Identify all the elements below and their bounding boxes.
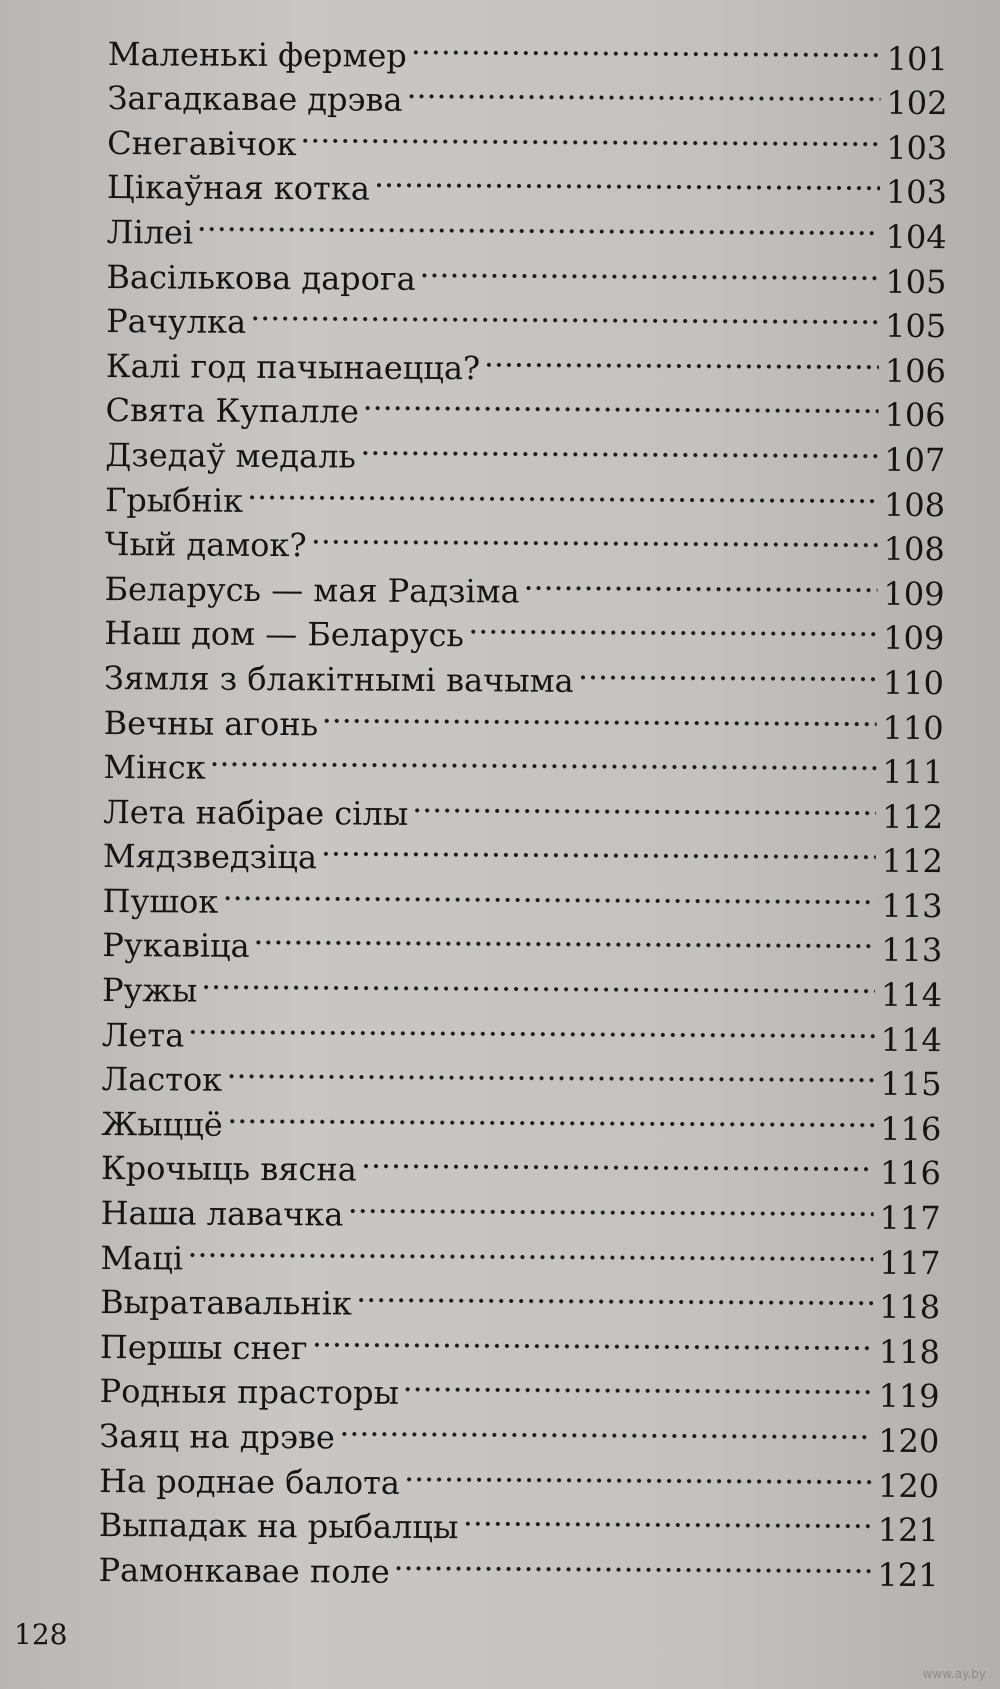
toc-entry-page: 114: [880, 975, 943, 1015]
toc-entry-title: Рамонкавае поле: [98, 1550, 390, 1591]
toc-entry-title: Загадкавае дрэва: [107, 79, 403, 119]
toc-entry-page: 112: [881, 842, 943, 881]
toc-entry-page: 117: [879, 1198, 941, 1238]
toc-entry-title: Наш дом — Беларусь: [104, 614, 464, 655]
dot-leader: [524, 558, 878, 605]
dot-leader: [187, 1225, 874, 1274]
watermark: www.ay.by: [922, 1667, 986, 1681]
toc-entry-title: Вечны агонь: [103, 703, 319, 743]
toc-entry: [103, 778, 944, 836]
dot-leader: [412, 780, 876, 827]
toc-entry-title: Калі год пачынаецца?: [105, 346, 481, 388]
dot-leader: [254, 913, 876, 961]
toc-entry-page: 118: [878, 1332, 940, 1371]
dot-leader: [322, 690, 877, 738]
toc-entry-title: Родныя прасторы: [99, 1372, 400, 1413]
toc-entry-title: Маленькі фермер: [107, 34, 407, 75]
toc-entry-title: Пушок: [102, 881, 219, 921]
toc-entry: [101, 956, 943, 1015]
toc-entry: [100, 1224, 941, 1282]
toc-entry-title: Рукавіца: [102, 926, 250, 966]
toc-entry-title: Беларусь — мая Радзіма: [104, 569, 520, 611]
toc-entry-page: 105: [885, 262, 947, 301]
table-of-contents: [98, 20, 948, 1594]
dot-leader: [356, 1270, 873, 1318]
toc-entry-page: 113: [881, 886, 943, 925]
toc-entry-title: Рачулка: [106, 302, 247, 342]
toc-entry-title: Васількова дарога: [106, 257, 416, 298]
dot-leader: [247, 467, 878, 515]
toc-entry-page: 115: [880, 1064, 942, 1104]
dot-leader: [197, 199, 880, 248]
toc-entry-title: На роднае балота: [98, 1461, 401, 1502]
toc-entry-title: Выратавальнік: [100, 1283, 353, 1323]
toc-entry-page: 110: [882, 708, 944, 747]
toc-entry-title: Заяц на дрэве: [99, 1416, 336, 1457]
toc-entry-page: 114: [880, 1020, 942, 1059]
dot-leader: [484, 334, 879, 381]
toc-entry-page: 121: [877, 1510, 939, 1550]
toc-entry-title: Грыбнік: [104, 480, 244, 520]
dot-leader: [227, 1091, 875, 1140]
dot-leader: [311, 512, 878, 560]
dot-leader: [311, 1314, 873, 1362]
toc-entry-title: Выпадак на рыбалцы: [98, 1506, 459, 1547]
toc-entry: [106, 243, 947, 301]
toc-entry-page: 106: [884, 351, 946, 390]
dot-leader: [404, 1449, 872, 1496]
dot-leader: [339, 1404, 873, 1452]
toc-entry-page: 112: [881, 797, 944, 836]
toc-entry: [107, 20, 948, 78]
toc-entry-title: Жыццё: [101, 1104, 223, 1144]
toc-entry: [101, 1001, 942, 1059]
toc-entry-title: Ружы: [101, 971, 198, 1010]
toc-entry: [102, 912, 943, 970]
dot-leader: [374, 155, 880, 203]
dot-leader: [347, 1181, 873, 1229]
toc-entry-page: 121: [877, 1555, 939, 1594]
toc-entry-page: 103: [885, 173, 948, 212]
toc-entry-page: 101: [886, 39, 948, 78]
toc-entry-page: 116: [880, 1109, 942, 1148]
toc-entry-page: 117: [879, 1243, 941, 1282]
toc-entry-page: 109: [883, 574, 945, 613]
toc-entry-title: Снегавічок: [107, 123, 297, 163]
toc-entry-page: 118: [878, 1287, 941, 1327]
dot-leader: [394, 1538, 872, 1586]
toc-entry-page: 109: [883, 619, 945, 658]
dot-leader: [188, 1002, 875, 1051]
dot-leader: [250, 288, 879, 336]
dot-leader: [222, 868, 875, 917]
dot-leader: [468, 602, 878, 649]
toc-entry-title: Крочыць вясна: [100, 1149, 357, 1189]
toc-entry-page: 106: [884, 396, 946, 435]
dot-leader: [300, 110, 880, 158]
toc-entry-page: 119: [878, 1377, 940, 1416]
toc-entry-page: 104: [885, 217, 947, 257]
toc-entry-page: 113: [881, 931, 943, 970]
toc-entry-title: Мінск: [103, 748, 206, 787]
toc-entry-page: 103: [886, 128, 948, 167]
toc-entry-page: 120: [878, 1421, 940, 1461]
dot-leader: [321, 824, 876, 872]
toc-entry-page: 108: [883, 529, 945, 569]
dot-leader: [361, 1136, 874, 1184]
dot-leader: [462, 1494, 872, 1541]
dot-leader: [210, 734, 877, 783]
toc-entry-title: Наша лавачка: [100, 1194, 344, 1234]
toc-entry: [101, 1046, 942, 1104]
toc-entry-page: 102: [886, 83, 948, 123]
dot-leader: [360, 423, 879, 471]
toc-entry-page: 116: [879, 1154, 942, 1193]
toc-entry-title: Свята Купалле: [105, 391, 359, 431]
dot-leader: [578, 647, 877, 693]
dot-leader: [403, 1360, 873, 1407]
toc-entry-title: Мядзведзіца: [102, 837, 318, 877]
toc-entry-title: Лілеі: [106, 212, 194, 252]
dot-leader: [420, 245, 880, 292]
dot-leader: [411, 22, 881, 69]
dot-leader: [226, 1046, 875, 1095]
toc-entry-title: Лета набірае сілы: [103, 792, 409, 833]
toc-entry-title: Цікаўная котка: [106, 168, 370, 208]
toc-entry-title: Чый дамок?: [104, 525, 307, 565]
toc-entry: [100, 1269, 941, 1327]
dot-leader: [201, 957, 875, 1006]
toc-entry-title: Маці: [100, 1238, 184, 1278]
toc-entry-title: Зямля з блакітнымі вачыма: [103, 658, 574, 700]
toc-entry-title: Дзедаў медаль: [105, 435, 357, 476]
toc-entry: [106, 198, 947, 257]
toc-entry-title: Лета: [101, 1015, 185, 1055]
toc-entry: [102, 867, 943, 925]
toc-entry: [103, 733, 944, 792]
page-number: 128: [14, 1618, 68, 1651]
toc-entry-title: Першы снег: [99, 1327, 308, 1368]
toc-entry-page: 111: [882, 752, 944, 792]
toc-entry: [101, 1090, 942, 1148]
toc-entry-page: 120: [877, 1466, 940, 1505]
toc-entry-page: 105: [884, 306, 947, 346]
dot-leader: [363, 378, 879, 426]
toc-entry: [100, 1135, 942, 1193]
toc-entry-page: 110: [882, 663, 945, 703]
dot-leader: [406, 66, 880, 113]
toc-entry-page: 107: [884, 440, 946, 480]
toc-entry-title: Ласток: [101, 1060, 223, 1099]
toc-entry-page: 108: [883, 485, 946, 524]
